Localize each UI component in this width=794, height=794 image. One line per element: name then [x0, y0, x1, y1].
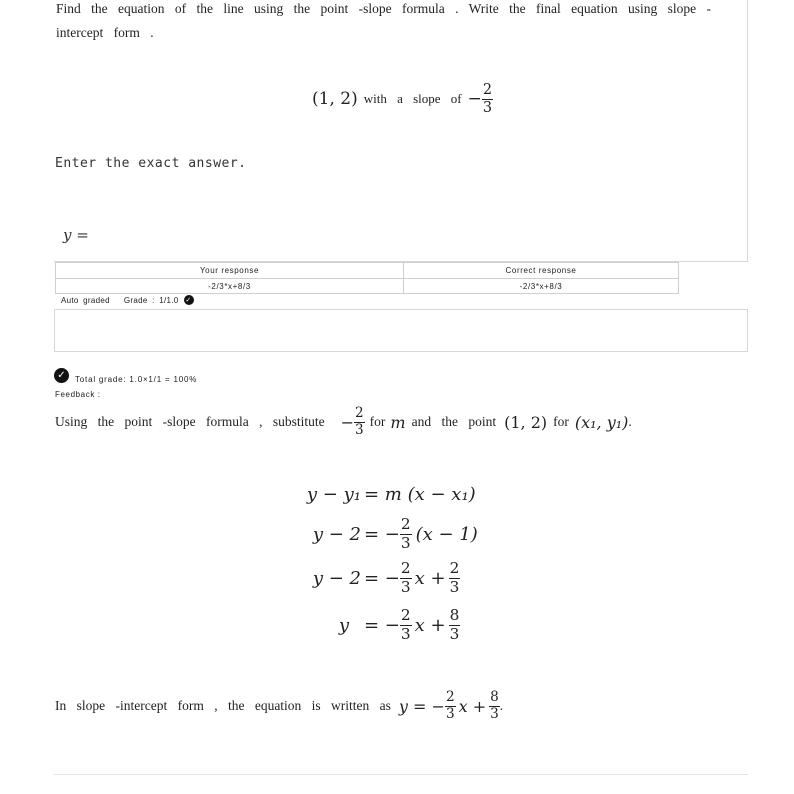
auto-graded-label: Auto graded [61, 295, 110, 305]
your-response-header: Your response [199, 266, 260, 275]
eq3-rhs [364, 558, 460, 598]
question-text-line1: Find the equation of the line using the point -slope formula . Write the final equation using slope - [56, 1, 711, 16]
final-a-num: 2 [445, 688, 455, 705]
eq1-rhs: = m (x − x₁) [364, 484, 476, 505]
eq4-fraction-a [400, 608, 412, 642]
slope-minus: − [467, 89, 482, 109]
eq4-b-num: 8 [449, 606, 460, 625]
eq4-rhs [364, 605, 460, 645]
eq3-equals-minus: = − [364, 567, 400, 589]
given-point-and-slope [312, 84, 493, 114]
eq3-fraction-a [400, 561, 412, 595]
eq4-a-den: 3 [400, 624, 411, 643]
instruction-text: Enter the exact answer. [55, 156, 247, 171]
final-fraction-a [445, 688, 456, 722]
substitution-text: Using the point -slope formula , substitute [55, 414, 325, 429]
sub-slope-fraction [354, 404, 365, 438]
question-panel [54, 0, 748, 262]
eq4-mid: x + [414, 614, 446, 636]
substitution-sentence: Using the point -slope formula , substitute − $\frac{2}{3}$ for m and the point (1, 2) for (x₁, y₁) . [55, 404, 632, 438]
question-text-line2: intercept form . [56, 25, 154, 40]
bottom-divider [54, 774, 748, 775]
eq3-b-den: 3 [449, 577, 460, 596]
sub-point: (1, 2) [504, 412, 548, 432]
final-statement: In slope -intercept form , the equation is written as y = − $\frac{2}{3}$ x + $\frac{8}{3}$ . [55, 688, 504, 722]
final-text: In slope -intercept form , the equation is written as [55, 698, 391, 713]
sub-slope-num: 2 [355, 404, 364, 421]
eq2-paren: (x − 1) [415, 523, 478, 545]
correct-response-header: Correct response [505, 266, 577, 275]
eq2-rhs [364, 514, 478, 554]
correct-response-value: -2/3*x+8/3 [519, 281, 563, 291]
for-text-m: for [369, 414, 386, 429]
final-a-den: 3 [445, 705, 455, 722]
eq3-a-den: 3 [400, 577, 411, 596]
final-b-den: 3 [490, 705, 499, 722]
response-table [55, 262, 679, 294]
eq4-fraction-b [449, 608, 461, 642]
slope-phrase: with a slope of [363, 91, 462, 106]
given-point: (1, 2) [312, 89, 358, 109]
slope-numerator: 2 [482, 82, 493, 99]
total-grade-text: Total grade: 1.0×1/1 = 100% [75, 375, 198, 384]
eq2-den: 3 [400, 533, 411, 552]
final-mid: x + [458, 696, 487, 716]
eq2-lhs: y − 2 [312, 524, 361, 545]
eq3-mid: x + [414, 567, 446, 589]
for-text-xy: for [553, 414, 569, 429]
feedback-label: Feedback : [55, 390, 101, 399]
eq4-b-den: 3 [449, 624, 460, 643]
var-m: m [390, 412, 406, 432]
sub-minus: − [340, 412, 355, 432]
eq3-b-num: 2 [449, 559, 460, 578]
final-b-num: 8 [490, 688, 499, 705]
feedback-input-box [54, 309, 748, 352]
eq3-fraction-b [449, 561, 461, 595]
eq4-lhs: y [338, 615, 349, 636]
total-grade-check-icon: ✓ [54, 368, 69, 383]
and-point-text: and the point [411, 414, 497, 429]
var-x1-y1: (x₁, y₁) [574, 412, 629, 432]
slope-fraction [482, 83, 493, 115]
your-response-value: -2/3*x+8/3 [208, 281, 251, 291]
eq4-equals-minus: = − [364, 614, 400, 636]
final-fraction-b [489, 688, 500, 722]
eq3-lhs: y − 2 [312, 568, 361, 589]
eq1-lhs: y − y₁ [306, 484, 361, 505]
eq2-fraction [400, 517, 412, 551]
final-eq-pre: y = − [398, 696, 445, 716]
answer-prefix: y = [63, 226, 89, 244]
eq2-num: 2 [400, 515, 411, 534]
eq4-a-num: 2 [400, 606, 411, 625]
sub-slope-den: 3 [355, 421, 364, 438]
eq2-equals-minus: = − [364, 523, 400, 545]
eq3-a-num: 2 [400, 559, 411, 578]
grade-label: Grade : 1/1.0 [123, 295, 179, 305]
check-icon: ✓ [185, 296, 192, 304]
slope-denominator: 3 [482, 99, 493, 116]
grade-line [61, 295, 194, 305]
